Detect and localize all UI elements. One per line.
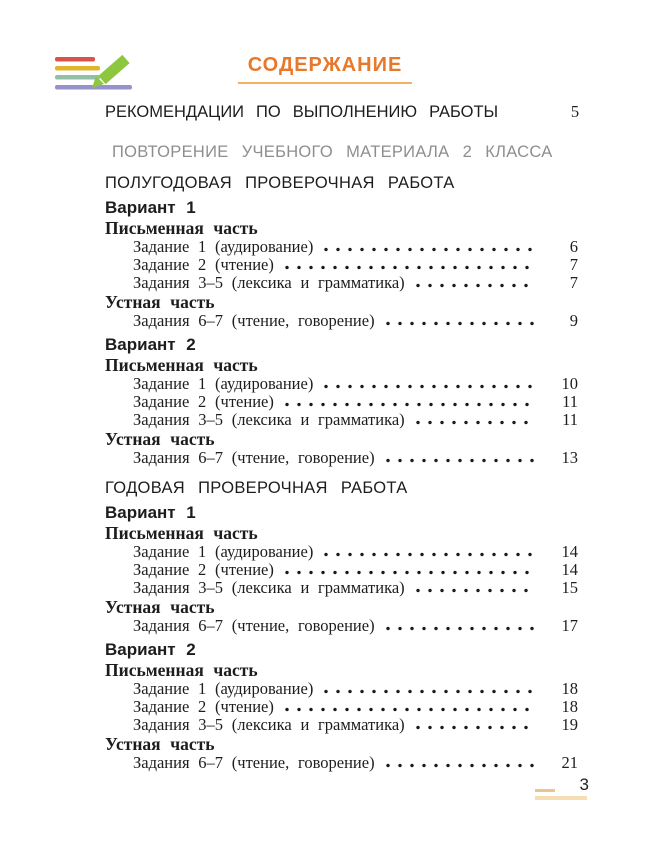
toc-section-title: ГОДОВАЯ ПРОВЕРОЧНАЯ РАБОТА <box>105 479 408 497</box>
toc-entry-label: Задание 1 (аудирование) <box>133 374 314 393</box>
folio-page-number: 3 <box>579 775 589 794</box>
table-of-contents <box>0 103 650 772</box>
toc-entry-page: 14 <box>561 542 578 561</box>
toc-part-name: Устная часть <box>105 429 215 449</box>
toc-entry <box>105 393 578 411</box>
page-header <box>0 0 650 89</box>
toc-part-name: Письменная часть <box>105 218 258 238</box>
toc-entry <box>105 617 578 635</box>
toc-entry-page: 17 <box>561 616 578 635</box>
toc-variant-name: Вариант 2 <box>105 640 196 659</box>
toc-entry <box>105 411 578 429</box>
toc-entry <box>105 375 578 393</box>
dot-leader <box>382 321 534 326</box>
toc-variant-name: Вариант 1 <box>105 503 196 522</box>
toc-part-header: ПОВТОРЕНИЕ УЧЕБНОГО МАТЕРИАЛА 2 КЛАССА <box>112 143 553 161</box>
toc-intro-entry <box>105 103 578 121</box>
toc-entry-page: 6 <box>569 237 578 256</box>
dot-leader <box>320 552 534 557</box>
toc-entry-label: Задания 6–7 (чтение, говорение) <box>133 311 375 330</box>
toc-entry-page: 18 <box>561 679 578 698</box>
toc-entry-label: Задание 2 (чтение) <box>133 255 274 274</box>
toc-entry-page: 7 <box>569 273 578 292</box>
dot-leader <box>281 402 534 407</box>
toc-entry <box>105 238 578 256</box>
toc-entry-label: Задания 6–7 (чтение, говорение) <box>133 616 375 635</box>
toc-intro-entry-page: 5 <box>570 102 580 121</box>
toc-entry-label: Задание 2 (чтение) <box>133 392 274 411</box>
toc-entry-label: Задания 3–5 (лексика и грамматика) <box>133 410 405 429</box>
toc-entry <box>105 698 578 716</box>
dot-leader <box>412 725 534 730</box>
toc-part-name: Письменная часть <box>105 523 258 543</box>
toc-entry <box>105 312 578 330</box>
toc-entry-page: 15 <box>561 578 578 597</box>
toc-entry-page: 13 <box>561 448 578 467</box>
page-title <box>0 54 650 84</box>
toc-entry <box>105 543 578 561</box>
toc-section-title: ПОЛУГОДОВАЯ ПРОВЕРОЧНАЯ РАБОТА <box>105 174 455 192</box>
accent-line-long <box>535 796 587 800</box>
toc-entry-page: 9 <box>569 311 578 330</box>
toc-entry-page: 10 <box>561 374 578 393</box>
dot-leader <box>412 283 534 288</box>
toc-entry-page: 11 <box>562 392 578 411</box>
toc-entry-label: Задания 3–5 (лексика и грамматика) <box>133 578 405 597</box>
toc-entry <box>105 256 578 274</box>
dot-leader <box>281 570 534 575</box>
toc-entry <box>105 579 578 597</box>
toc-entry-label: Задание 2 (чтение) <box>133 560 274 579</box>
dot-leader <box>320 247 534 252</box>
toc-entry <box>105 716 578 734</box>
dot-leader <box>412 588 534 593</box>
toc-entry-label: Задание 1 (аудирование) <box>133 679 314 698</box>
toc-entry-page: 21 <box>561 753 578 772</box>
toc-part-name: Письменная часть <box>105 355 258 375</box>
toc-entry <box>105 561 578 579</box>
dot-leader <box>281 265 534 270</box>
toc-entry-label: Задания 3–5 (лексика и грамматика) <box>133 273 405 292</box>
toc-part-name: Устная часть <box>105 292 215 312</box>
toc-entry-label: Задания 3–5 (лексика и грамматика) <box>133 715 405 734</box>
dot-leader <box>320 689 534 694</box>
toc-part-name: Устная часть <box>105 597 215 617</box>
toc-entry-page: 7 <box>569 255 578 274</box>
dot-leader <box>281 707 534 712</box>
toc-entry-label: Задание 1 (аудирование) <box>133 542 314 561</box>
toc-entry-page: 18 <box>561 697 578 716</box>
accent-line-short <box>535 789 555 792</box>
toc-entry-page: 14 <box>561 560 578 579</box>
dot-leader <box>382 763 534 768</box>
toc-entry-page: 11 <box>562 410 578 429</box>
toc-entry-label: Задание 1 (аудирование) <box>133 237 314 256</box>
dot-leader <box>320 384 534 389</box>
dot-leader <box>382 626 534 631</box>
toc-entry-label: Задания 6–7 (чтение, говорение) <box>133 753 375 772</box>
toc-entry <box>105 274 578 292</box>
toc-part-name: Письменная часть <box>105 660 258 680</box>
toc-entry-label: Задания 6–7 (чтение, говорение) <box>133 448 375 467</box>
toc-entry <box>105 680 578 698</box>
toc-intro-entry-label: РЕКОМЕНДАЦИИ ПО ВЫПОЛНЕНИЮ РАБОТЫ <box>105 103 499 121</box>
toc-entry <box>105 449 578 467</box>
toc-variant-name: Вариант 2 <box>105 335 196 354</box>
toc-entry-label: Задание 2 (чтение) <box>133 697 274 716</box>
toc-part-name: Устная часть <box>105 734 215 754</box>
dot-leader <box>412 420 534 425</box>
toc-variant-name: Вариант 1 <box>105 198 196 217</box>
toc-entry <box>105 754 578 772</box>
toc-entry-page: 19 <box>561 715 578 734</box>
dot-leader <box>382 458 534 463</box>
page-title-text: СОДЕРЖАНИЕ <box>238 54 413 84</box>
